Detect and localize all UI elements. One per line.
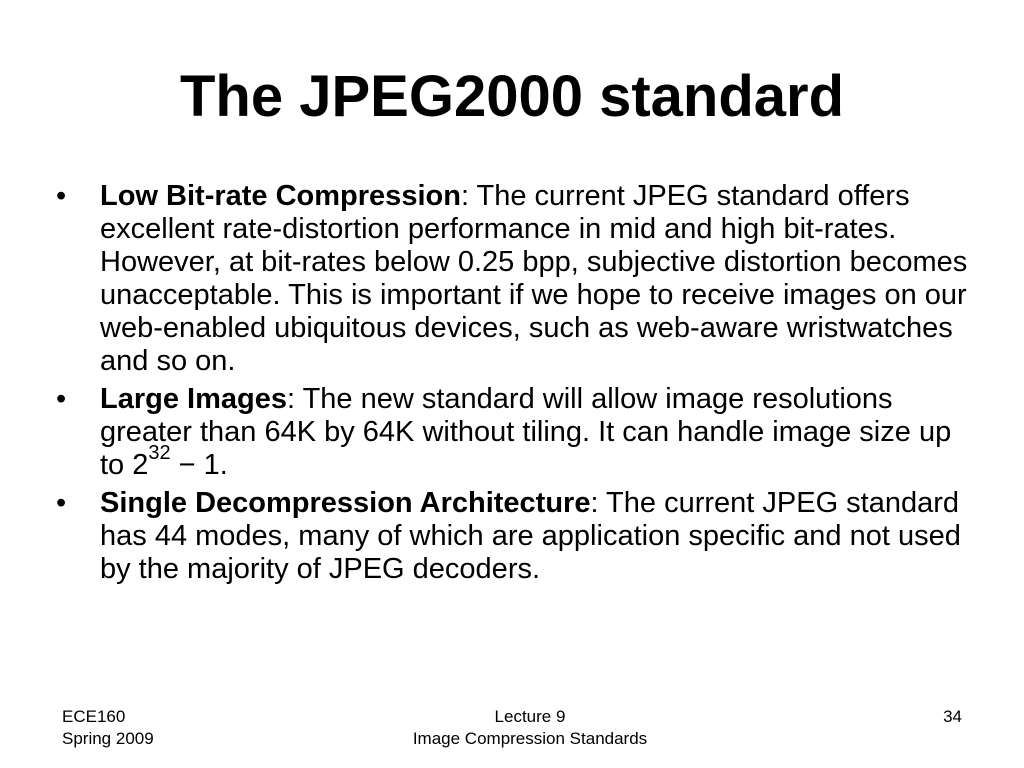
bullet-superscript: 32	[148, 442, 171, 465]
footer-page-number	[943, 706, 962, 728]
bullet-symbol: •	[56, 487, 67, 519]
slide-title: The JPEG2000 standard	[179, 64, 845, 129]
bullet-text: : The current JPEG standard offers excellent rate-distortion performance in mid and high bit-rates. However, at bit-rates below 0.25 bpp, subjective distortion becomes unacceptable. This is important if we hope to receive images on our web-enabled ubiquitous devices, such as web-aware wristwatches and so on.	[100, 180, 968, 377]
bullet-item-large-images	[56, 383, 971, 482]
bullet-term: Large Images	[100, 383, 287, 415]
footer-lecture-number: Lecture 9	[494, 707, 566, 726]
bullet-item-low-bit-rate	[56, 180, 971, 378]
bullet-text: : The current JPEG standard has 44 modes, many of which are application specific and not used by the majority of JPEG decoders.	[100, 487, 961, 585]
page-number: 34	[943, 707, 962, 726]
bullet-term: Low Bit-rate Compression	[100, 180, 461, 212]
bullet-text-after: − 1.	[170, 449, 228, 481]
bullet-symbol: •	[56, 180, 67, 212]
bullet-text: : The new standard will allow image resolutions greater than 64K by 64K without tiling. It can handle image size up to 2	[100, 383, 952, 481]
bullet-item-single-decompression	[56, 487, 971, 586]
footer-term: Spring 2009	[62, 729, 154, 748]
footer-course-name: ECE160	[62, 707, 126, 726]
bullet-term: Single Decompression Architecture	[100, 487, 591, 519]
bullet-list	[56, 180, 971, 591]
bullet-symbol: •	[56, 383, 67, 415]
footer-lecture-title: Image Compression Standards	[412, 729, 648, 748]
footer-lecture	[0, 706, 1024, 750]
